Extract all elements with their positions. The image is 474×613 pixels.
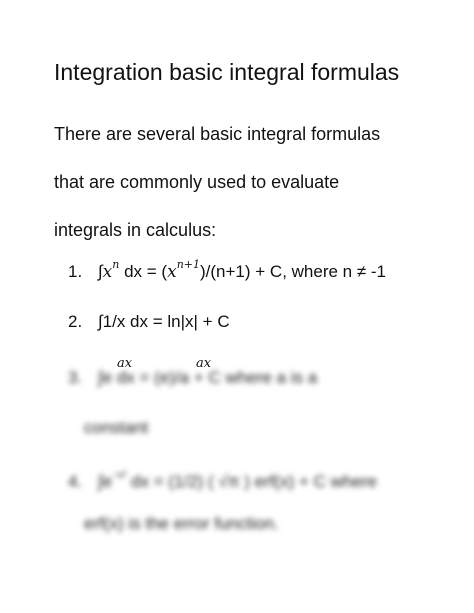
formula-exponent: n [112, 258, 120, 271]
formula-base: x [167, 262, 177, 282]
formula-item-2 [68, 312, 230, 332]
intro-line: integrals in calculus: [54, 220, 217, 240]
formula-base: x [102, 262, 113, 282]
list-number: 4. [68, 472, 83, 491]
list-number: 2. [68, 312, 83, 331]
formula-text: ∫e [98, 368, 113, 387]
list-number: 1. [68, 262, 83, 281]
page-title: Integration basic integral formulas [54, 59, 400, 85]
formula-text: dx = (e [112, 368, 170, 387]
formula-text: ( [161, 262, 168, 281]
formula-item-4-continued: erf(x) is the error function. [84, 514, 279, 533]
exponent-label: ax [196, 356, 212, 371]
formula-item-4 [68, 472, 377, 492]
intro-line: that are commonly used to evaluate [54, 172, 340, 192]
formula-text: )/(n+1) + C, where n ≠ -1 [200, 262, 387, 281]
intro-paragraph [54, 110, 454, 254]
integral-symbol: ∫ [98, 262, 103, 281]
formula-exponent: −x² [112, 470, 127, 481]
formula-text: dx = (1/2) ( √π ) erf(x) + C where [126, 472, 377, 491]
formula-text: dx = [119, 262, 162, 281]
formula-exponent: n+1 [176, 258, 200, 271]
list-number: 3. [68, 368, 83, 387]
formula-item-3-continued: constant [84, 418, 149, 437]
exponent-label: ax [117, 356, 133, 371]
formula-item-1 [68, 258, 387, 282]
formula-text: )/a + C where a is a [169, 368, 318, 387]
formula-text: ∫1/x dx = ln|x| + C [98, 312, 230, 331]
formula-text: ∫e [98, 472, 113, 491]
intro-line: There are several basic integral formulas [54, 124, 381, 144]
formula-item-3 [68, 368, 317, 388]
